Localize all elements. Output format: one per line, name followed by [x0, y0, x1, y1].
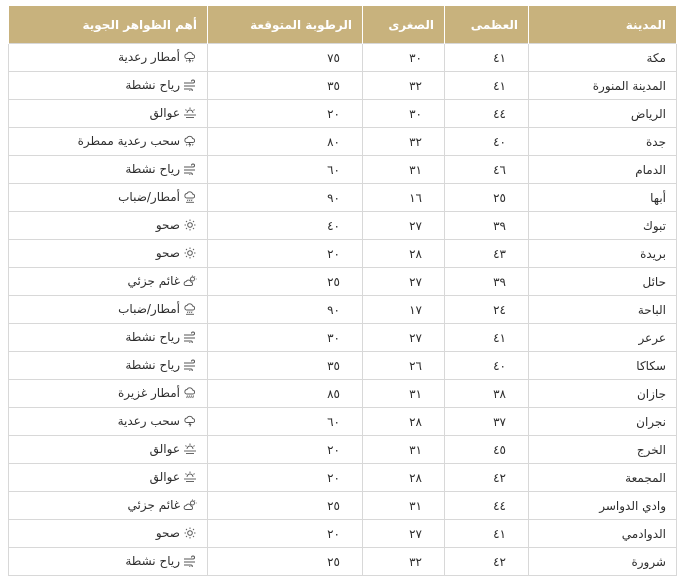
table-row [9, 296, 677, 324]
table-row [9, 240, 677, 268]
phenomenon-cell [9, 100, 208, 128]
city-cell: حائل [529, 268, 677, 296]
city-cell: المدينة المنورة [529, 72, 677, 100]
table-row [9, 184, 677, 212]
max-temp-cell: ٣٨ [445, 380, 529, 408]
rain-fog-icon [183, 191, 197, 203]
phenomenon-cell [9, 324, 208, 352]
city-cell: عرعر [529, 324, 677, 352]
phenomenon-wrap [150, 106, 197, 120]
min-temp-cell: ٣١ [363, 436, 445, 464]
min-temp-cell: ٢٨ [363, 464, 445, 492]
rain-fog-icon [183, 303, 197, 315]
phenomenon-label: أمطار/ضباب [118, 189, 180, 204]
phenomenon-label: رياح نشطة [125, 357, 180, 372]
table-row [9, 380, 677, 408]
phenomenon-label: رياح نشطة [125, 161, 180, 176]
haze-icon [183, 471, 197, 483]
table-body [9, 44, 677, 576]
min-temp-cell: ٣١ [363, 156, 445, 184]
min-temp-cell: ٣٢ [363, 128, 445, 156]
phenomenon-label: عوالق [149, 105, 180, 120]
table-row [9, 548, 677, 576]
min-temp-cell: ٢٧ [363, 520, 445, 548]
max-temp-cell: ٤٥ [445, 436, 529, 464]
min-temp-cell: ٢٨ [363, 408, 445, 436]
max-temp-cell: ٤٤ [445, 492, 529, 520]
phenomenon-wrap [118, 50, 197, 64]
table-row [9, 268, 677, 296]
phenomenon-cell [9, 380, 208, 408]
city-cell: الباحة [529, 296, 677, 324]
phenomenon-cell [9, 352, 208, 380]
table-row [9, 156, 677, 184]
min-temp-cell: ٣٢ [363, 548, 445, 576]
city-cell: مكة [529, 44, 677, 72]
min-temp-cell: ٣٠ [363, 100, 445, 128]
humidity-cell: ٣٠ [208, 324, 363, 352]
phenomenon-wrap [125, 358, 197, 372]
phenomenon-wrap [156, 246, 197, 260]
phenomenon-label: صحو [155, 245, 180, 260]
table-row [9, 352, 677, 380]
max-temp-cell: ٤٢ [445, 548, 529, 576]
table-row [9, 72, 677, 100]
phenomenon-wrap [125, 554, 197, 568]
table-row [9, 408, 677, 436]
haze-icon [183, 107, 197, 119]
phenomenon-label: عوالق [149, 441, 180, 456]
max-temp-cell: ٢٤ [445, 296, 529, 324]
phenomenon-label: أمطار رعدية [118, 49, 180, 64]
phenomenon-wrap [118, 386, 197, 400]
phenomenon-label: أمطار غزيرة [117, 385, 180, 400]
phenomenon-wrap [150, 470, 197, 484]
min-temp-cell: ٢٨ [363, 240, 445, 268]
max-temp-cell: ٤١ [445, 324, 529, 352]
humidity-cell: ٢٠ [208, 240, 363, 268]
header-humidity: الرطوبة المتوقعة [208, 6, 363, 44]
phenomenon-wrap [118, 414, 197, 428]
max-temp-cell: ٣٩ [445, 212, 529, 240]
phenomenon-cell [9, 436, 208, 464]
phenomenon-cell [9, 408, 208, 436]
phenomenon-wrap [78, 134, 197, 148]
humidity-cell: ٦٠ [208, 408, 363, 436]
table-row [9, 492, 677, 520]
city-cell: بريدة [529, 240, 677, 268]
sun-icon [183, 527, 197, 539]
min-temp-cell: ١٧ [363, 296, 445, 324]
wind-icon [183, 163, 197, 175]
wind-icon [183, 331, 197, 343]
phenomenon-cell [9, 268, 208, 296]
city-cell: المجمعة [529, 464, 677, 492]
humidity-cell: ٦٠ [208, 156, 363, 184]
min-temp-cell: ٢٧ [363, 324, 445, 352]
humidity-cell: ٢٥ [208, 268, 363, 296]
city-cell: أبها [529, 184, 677, 212]
phenomenon-label: صحو [155, 217, 180, 232]
max-temp-cell: ٤٣ [445, 240, 529, 268]
city-cell: وادي الدواسر [529, 492, 677, 520]
min-temp-cell: ٢٦ [363, 352, 445, 380]
max-temp-cell: ٤٠ [445, 128, 529, 156]
max-temp-cell: ٤١ [445, 44, 529, 72]
header-city: المدينة [529, 6, 677, 44]
phenomenon-wrap [125, 162, 197, 176]
partly-cloudy-icon [183, 275, 197, 287]
phenomenon-cell [9, 212, 208, 240]
haze-icon [183, 443, 197, 455]
phenomenon-label: صحو [155, 525, 180, 540]
phenomenon-label: غائم جزئي [127, 273, 180, 288]
phenomenon-label: أمطار/ضباب [118, 301, 180, 316]
humidity-cell: ٢٠ [208, 464, 363, 492]
city-cell: الخرج [529, 436, 677, 464]
phenomenon-cell [9, 240, 208, 268]
humidity-cell: ٢٠ [208, 100, 363, 128]
thunder-rain-icon [183, 135, 197, 147]
city-cell: جدة [529, 128, 677, 156]
humidity-cell: ٨٥ [208, 380, 363, 408]
table-row [9, 464, 677, 492]
humidity-cell: ٣٥ [208, 352, 363, 380]
phenomenon-label: سحب رعدية ممطرة [77, 133, 180, 148]
phenomenon-label: غائم جزئي [127, 497, 180, 512]
city-cell: جازان [529, 380, 677, 408]
humidity-cell: ٧٥ [208, 44, 363, 72]
min-temp-cell: ٣١ [363, 492, 445, 520]
heavy-rain-icon [183, 387, 197, 399]
phenomenon-label: رياح نشطة [125, 329, 180, 344]
max-temp-cell: ٤٦ [445, 156, 529, 184]
phenomenon-cell [9, 72, 208, 100]
humidity-cell: ٤٠ [208, 212, 363, 240]
thunder-rain-icon [183, 51, 197, 63]
weather-table [8, 6, 677, 576]
max-temp-cell: ٣٩ [445, 268, 529, 296]
header-row [9, 6, 677, 44]
phenomenon-cell [9, 464, 208, 492]
thunder-cloud-icon [183, 415, 197, 427]
sun-icon [183, 219, 197, 231]
phenomenon-wrap [128, 274, 197, 288]
header-phenomenon: أهم الظواهر الجوية [9, 6, 208, 44]
max-temp-cell: ٣٧ [445, 408, 529, 436]
phenomenon-label: عوالق [149, 469, 180, 484]
phenomenon-cell [9, 44, 208, 72]
humidity-cell: ٢٥ [208, 548, 363, 576]
phenomenon-wrap [118, 190, 197, 204]
phenomenon-wrap [156, 218, 197, 232]
max-temp-cell: ٢٥ [445, 184, 529, 212]
table-row [9, 324, 677, 352]
city-cell: سكاكا [529, 352, 677, 380]
min-temp-cell: ١٦ [363, 184, 445, 212]
table-header [9, 6, 677, 44]
table-row [9, 128, 677, 156]
table-row [9, 436, 677, 464]
min-temp-cell: ٣٠ [363, 44, 445, 72]
max-temp-cell: ٤٠ [445, 352, 529, 380]
humidity-cell: ٢٥ [208, 492, 363, 520]
table-row [9, 520, 677, 548]
table-row [9, 44, 677, 72]
sun-icon [183, 247, 197, 259]
partly-cloudy-icon [183, 499, 197, 511]
phenomenon-wrap [125, 330, 197, 344]
city-cell: الدمام [529, 156, 677, 184]
phenomenon-wrap [156, 526, 197, 540]
header-max: العظمى [445, 6, 529, 44]
phenomenon-cell [9, 156, 208, 184]
city-cell: تبوك [529, 212, 677, 240]
humidity-cell: ٩٠ [208, 296, 363, 324]
min-temp-cell: ٢٧ [363, 268, 445, 296]
table-row [9, 212, 677, 240]
table-row [9, 100, 677, 128]
wind-icon [183, 359, 197, 371]
phenomenon-cell [9, 520, 208, 548]
max-temp-cell: ٤١ [445, 520, 529, 548]
wind-icon [183, 555, 197, 567]
phenomenon-label: رياح نشطة [125, 553, 180, 568]
phenomenon-wrap [128, 498, 197, 512]
header-min: الصغرى [363, 6, 445, 44]
phenomenon-wrap [150, 442, 197, 456]
min-temp-cell: ٢٧ [363, 212, 445, 240]
max-temp-cell: ٤٤ [445, 100, 529, 128]
phenomenon-label: سحب رعدية [117, 413, 180, 428]
min-temp-cell: ٣٢ [363, 72, 445, 100]
phenomenon-wrap [125, 78, 197, 92]
city-cell: الدوادمي [529, 520, 677, 548]
humidity-cell: ٢٠ [208, 436, 363, 464]
humidity-cell: ٢٠ [208, 520, 363, 548]
wind-icon [183, 79, 197, 91]
phenomenon-label: رياح نشطة [125, 77, 180, 92]
phenomenon-wrap [118, 302, 197, 316]
phenomenon-cell [9, 128, 208, 156]
max-temp-cell: ٤١ [445, 72, 529, 100]
humidity-cell: ٩٠ [208, 184, 363, 212]
humidity-cell: ٨٠ [208, 128, 363, 156]
city-cell: شرورة [529, 548, 677, 576]
min-temp-cell: ٣١ [363, 380, 445, 408]
phenomenon-cell [9, 548, 208, 576]
phenomenon-cell [9, 296, 208, 324]
phenomenon-cell [9, 184, 208, 212]
humidity-cell: ٣٥ [208, 72, 363, 100]
phenomenon-cell [9, 492, 208, 520]
max-temp-cell: ٤٢ [445, 464, 529, 492]
city-cell: الرياض [529, 100, 677, 128]
city-cell: نجران [529, 408, 677, 436]
